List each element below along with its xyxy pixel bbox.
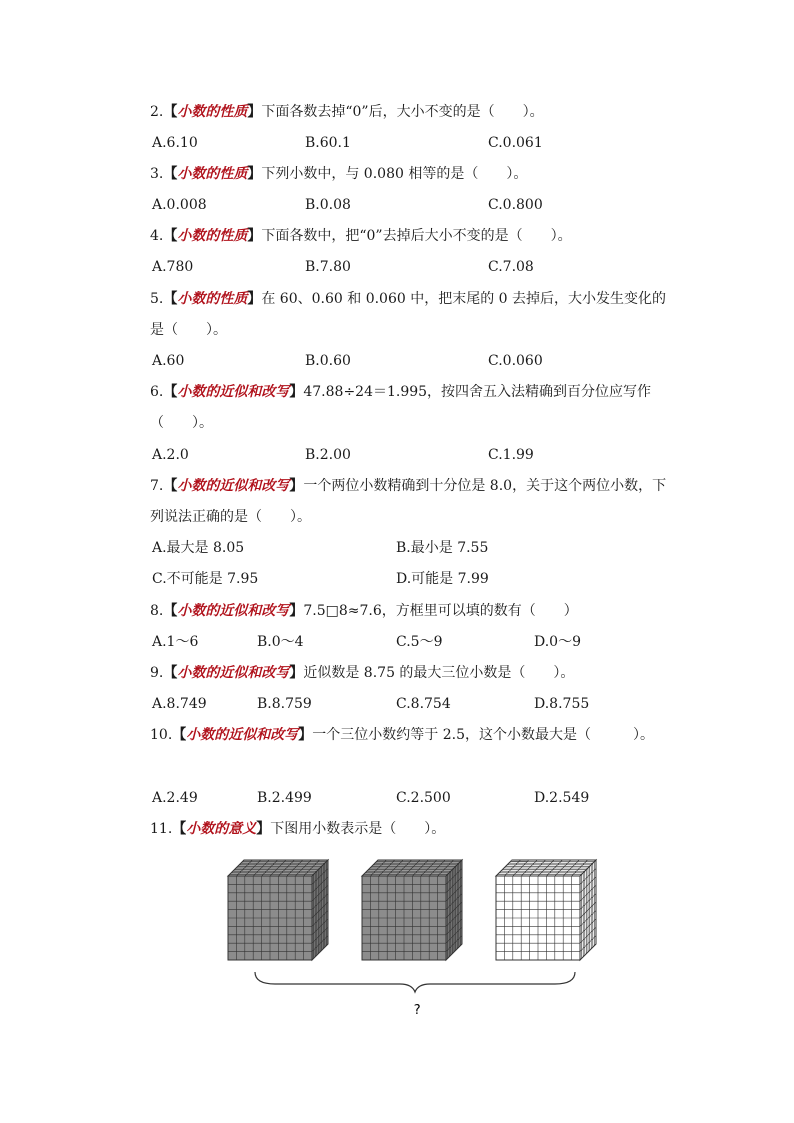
question-text: 47.88÷24＝1.995，按四舍五入法精确到百分位应写作（ ）。	[150, 384, 652, 431]
option-c[interactable]: C.0.800	[488, 197, 543, 213]
topic-tag: 小数的近似和改写	[177, 603, 290, 619]
option-c[interactable]: C.7.08	[488, 259, 534, 275]
question-text: 在 60、0.60 和 0.060 中，把末尾的 0 去掉后，大小发生变化的是（ ）。	[150, 291, 667, 338]
topic-tag: 小数的意义	[186, 821, 257, 837]
full-cube-1	[228, 860, 328, 960]
options-7-row-1	[152, 533, 712, 564]
question-number: 11.	[150, 821, 173, 837]
options-8	[152, 627, 712, 658]
option-c[interactable]: C.不可能是 7.95	[152, 571, 259, 587]
question-8: 8.【小数的近似和改写】7.5□8≈7.6，方框里可以填的数有（ ）	[150, 603, 578, 619]
question-5: 5.【小数的性质】在 60、0.60 和 0.060 中，把末尾的 0 去掉后，大小发生变化的是（ ）。	[150, 291, 667, 338]
option-b[interactable]: B.0.60	[305, 353, 351, 369]
question-number: 7.	[150, 478, 164, 494]
option-b[interactable]: B.8.759	[257, 696, 312, 712]
option-b[interactable]: B.60.1	[305, 135, 351, 151]
question-11: 11.【小数的意义】下图用小数表示是（ ）。	[150, 821, 446, 837]
brace	[255, 972, 575, 992]
question-6: 6.【小数的近似和改写】47.88÷24＝1.995，按四舍五入法精确到百分位应写作（ ）。	[150, 384, 652, 431]
question-number: 6.	[150, 384, 164, 400]
option-a[interactable]: A.2.0	[152, 447, 189, 463]
partial-cube	[496, 860, 596, 960]
options-3	[152, 190, 712, 221]
full-cube-2	[362, 860, 462, 960]
topic-tag: 小数的近似和改写	[177, 665, 290, 681]
option-c[interactable]: C.5～9	[396, 634, 443, 650]
options-6	[152, 440, 712, 471]
topic-tag: 小数的性质	[177, 104, 248, 120]
question-number: 8.	[150, 603, 164, 619]
brace-label: ?	[413, 1003, 421, 1018]
option-d[interactable]: D.2.549	[534, 790, 590, 806]
option-a[interactable]: A.最大是 8.05	[152, 540, 245, 556]
topic-tag: 小数的近似和改写	[186, 727, 299, 743]
question-number: 10.	[150, 727, 173, 743]
option-c[interactable]: C.1.99	[488, 447, 534, 463]
option-b[interactable]: B.2.00	[305, 447, 351, 463]
option-c[interactable]: C.0.060	[488, 353, 543, 369]
question-text: 一个三位小数约等于 2.5，这个小数最大是（ ）。	[312, 727, 654, 743]
option-c[interactable]: C.8.754	[396, 696, 451, 712]
question-number: 3.	[150, 166, 164, 182]
option-d[interactable]: D.0～9	[534, 634, 581, 650]
topic-tag: 小数的性质	[177, 166, 248, 182]
option-c[interactable]: C.0.061	[488, 135, 543, 151]
cube-figure	[220, 850, 600, 1025]
options-5	[152, 346, 712, 377]
options-9	[152, 689, 712, 720]
option-b[interactable]: B.0～4	[257, 634, 304, 650]
question-text: 近似数是 8.75 的最大三位小数是（ ）。	[303, 665, 575, 681]
question-3: 3.【小数的性质】下列小数中，与 0.080 相等的是（ ）。	[150, 166, 528, 182]
question-text: 下面各数中，把“0”去掉后大小不变的是（ ）。	[261, 228, 572, 244]
question-number: 5.	[150, 291, 164, 307]
option-d[interactable]: D.可能是 7.99	[396, 571, 489, 587]
question-number: 4.	[150, 228, 164, 244]
options-7-row-2	[152, 564, 712, 595]
option-b[interactable]: B.最小是 7.55	[396, 540, 489, 556]
question-number: 2.	[150, 104, 164, 120]
option-a[interactable]: A.8.749	[152, 696, 207, 712]
option-c[interactable]: C.2.500	[396, 790, 451, 806]
question-9: 9.【小数的近似和改写】近似数是 8.75 的最大三位小数是（ ）。	[150, 665, 575, 681]
option-a[interactable]: A.60	[152, 353, 185, 369]
option-d[interactable]: D.8.755	[534, 696, 590, 712]
question-4: 4.【小数的性质】下面各数中，把“0”去掉后大小不变的是（ ）。	[150, 228, 572, 244]
option-b[interactable]: B.2.499	[257, 790, 312, 806]
options-2	[152, 128, 712, 159]
question-10: 10.【小数的近似和改写】一个三位小数约等于 2.5，这个小数最大是（ ）。	[150, 727, 654, 743]
question-text: 7.5□8≈7.6，方框里可以填的数有（ ）	[303, 603, 578, 619]
question-number: 9.	[150, 665, 164, 681]
options-10	[152, 783, 712, 814]
question-text: 下列小数中，与 0.080 相等的是（ ）。	[261, 166, 528, 182]
option-a[interactable]: A.2.49	[152, 790, 198, 806]
options-4	[152, 252, 712, 283]
topic-tag: 小数的性质	[177, 291, 248, 307]
question-text: 下面各数去掉“0”后，大小不变的是（ ）。	[261, 104, 544, 120]
question-7: 7.【小数的近似和改写】一个两位小数精确到十分位是 8.0，关于这个两位小数，下列说法正确的是（ ）。	[150, 478, 667, 525]
topic-tag: 小数的性质	[177, 228, 248, 244]
option-a[interactable]: A.6.10	[152, 135, 198, 151]
option-a[interactable]: A.780	[152, 259, 194, 275]
option-a[interactable]: A.1～6	[152, 634, 199, 650]
question-text: 下图用小数表示是（ ）。	[270, 821, 446, 837]
topic-tag: 小数的近似和改写	[177, 384, 290, 400]
topic-tag: 小数的近似和改写	[177, 478, 290, 494]
question-2: 2.【小数的性质】下面各数去掉“0”后，大小不变的是（ ）。	[150, 104, 544, 120]
question-text: 一个两位小数精确到十分位是 8.0，关于这个两位小数，下列说法正确的是（ ）。	[150, 478, 667, 525]
option-b[interactable]: B.0.08	[305, 197, 351, 213]
option-b[interactable]: B.7.80	[305, 259, 351, 275]
option-a[interactable]: A.0.008	[152, 197, 207, 213]
